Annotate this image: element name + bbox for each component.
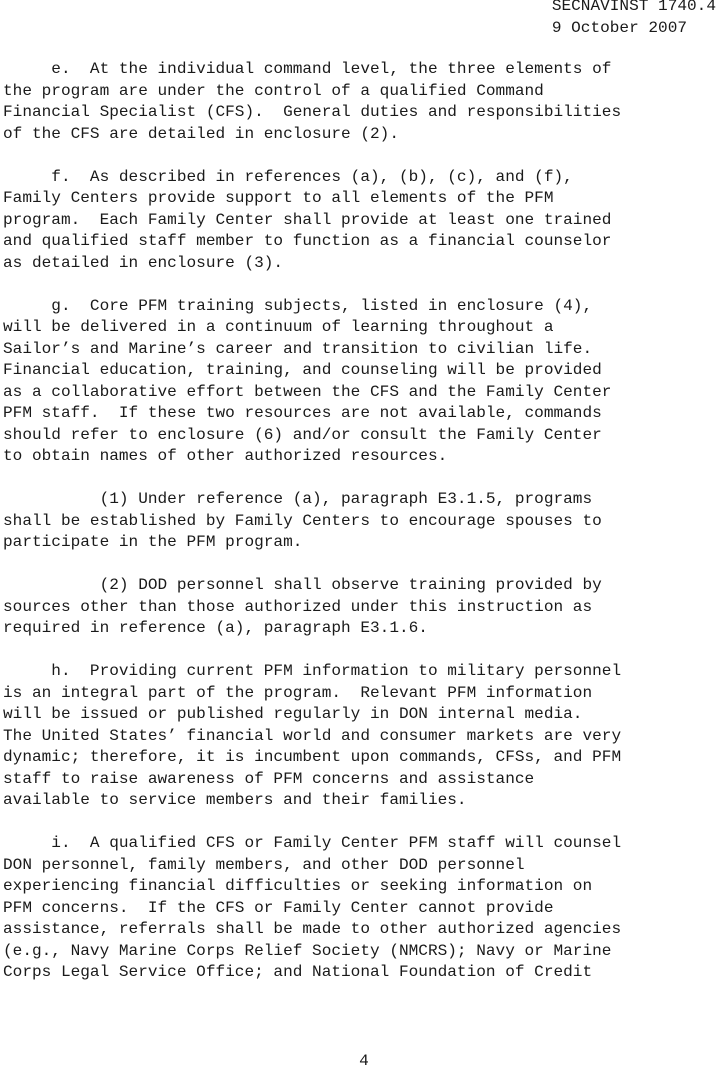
text-line: participate in the PFM program. [3, 533, 303, 551]
text-line: (e.g., Navy Marine Corps Relief Society (NMCRS); Navy or Marine [3, 941, 612, 960]
text-line: to obtain names of other authorized resources. [3, 447, 448, 465]
text-line: experiencing financial difficulties or seeking information on [3, 877, 593, 895]
text-line: shall be established by Family Centers to encourage spouses to [3, 511, 602, 530]
text-line: (1) Under reference (a), paragraph E3.1.5, programs [3, 490, 593, 508]
text-line: assistance, referrals shall be made to other authorized agencies [3, 920, 622, 938]
text-line: (2) DOD personnel shall observe training provided by [3, 576, 602, 594]
text-line: staff to raise awareness of PFM concerns and assistance [3, 769, 535, 788]
paragraph [3, 661, 728, 812]
text-line: will be delivered in a continuum of learning throughout a [3, 318, 554, 336]
page-number: 4 [359, 1052, 369, 1070]
text-line: f. As described in references (a), (b), (c), and (f), [3, 167, 573, 186]
text-line: required in reference (a), paragraph E3.1.6. [3, 619, 428, 637]
text-line: as a collaborative effort between the CFS and the Family Center [3, 382, 612, 401]
text-line: g. Core PFM training subjects, listed in enclosure (4), [3, 296, 593, 315]
header-doc-id: SECNAVINST 1740.4 [551, 0, 716, 15]
text-line: Sailor’s and Marine’s career and transition to civilian life. [3, 339, 593, 358]
paragraph [3, 833, 728, 984]
text-line: i. A qualified CFS or Family Center PFM staff will counsel [3, 834, 622, 852]
text-line: the program are under the control of a qualified Command [3, 81, 544, 100]
text-line: dynamic; therefore, it is incumbent upon commands, CFSs, and PFM [3, 748, 622, 766]
header-date: 9 October 2007 [551, 18, 688, 37]
text-line: h. Providing current PFM information to military personnel [3, 662, 622, 680]
document-header [552, 0, 716, 39]
paragraph [3, 167, 728, 275]
document-body [3, 59, 728, 1005]
text-line: Corps Legal Service Office; and National Foundation of Credit [3, 963, 593, 981]
text-line: DON personnel, family members, and other DOD personnel [3, 855, 525, 874]
text-line: Family Centers provide support to all elements of the PFM [3, 189, 554, 207]
text-line: as detailed in enclosure (3). [3, 253, 284, 272]
paragraph [3, 575, 728, 640]
text-line: Financial Specialist (CFS). General duties and responsibilities [3, 103, 622, 121]
text-line: PFM concerns. If the CFS or Family Center cannot provide [3, 898, 554, 917]
text-line: and qualified staff member to function as a financial counselor [3, 232, 612, 250]
text-line: e. At the individual command level, the three elements of [3, 60, 612, 78]
text-line: program. Each Family Center shall provide at least one trained [3, 210, 612, 229]
text-line: is an integral part of the program. Relevant PFM information [3, 683, 593, 702]
text-line: PFM staff. If these two resources are not available, commands [3, 404, 602, 422]
text-line: sources other than those authorized under this instruction as [3, 597, 593, 616]
text-line: available to service members and their families. [3, 791, 467, 809]
text-line: should refer to enclosure (6) and/or consult the Family Center [3, 425, 602, 444]
text-line: The United States’ financial world and consumer markets are very [3, 726, 622, 745]
text-line: will be issued or published regularly in DON internal media. [3, 705, 583, 723]
paragraph [3, 296, 728, 468]
paragraph [3, 59, 728, 145]
paragraph [3, 489, 728, 554]
text-line: Financial education, training, and counseling will be provided [3, 361, 602, 379]
text-line: of the CFS are detailed in enclosure (2). [3, 124, 399, 143]
